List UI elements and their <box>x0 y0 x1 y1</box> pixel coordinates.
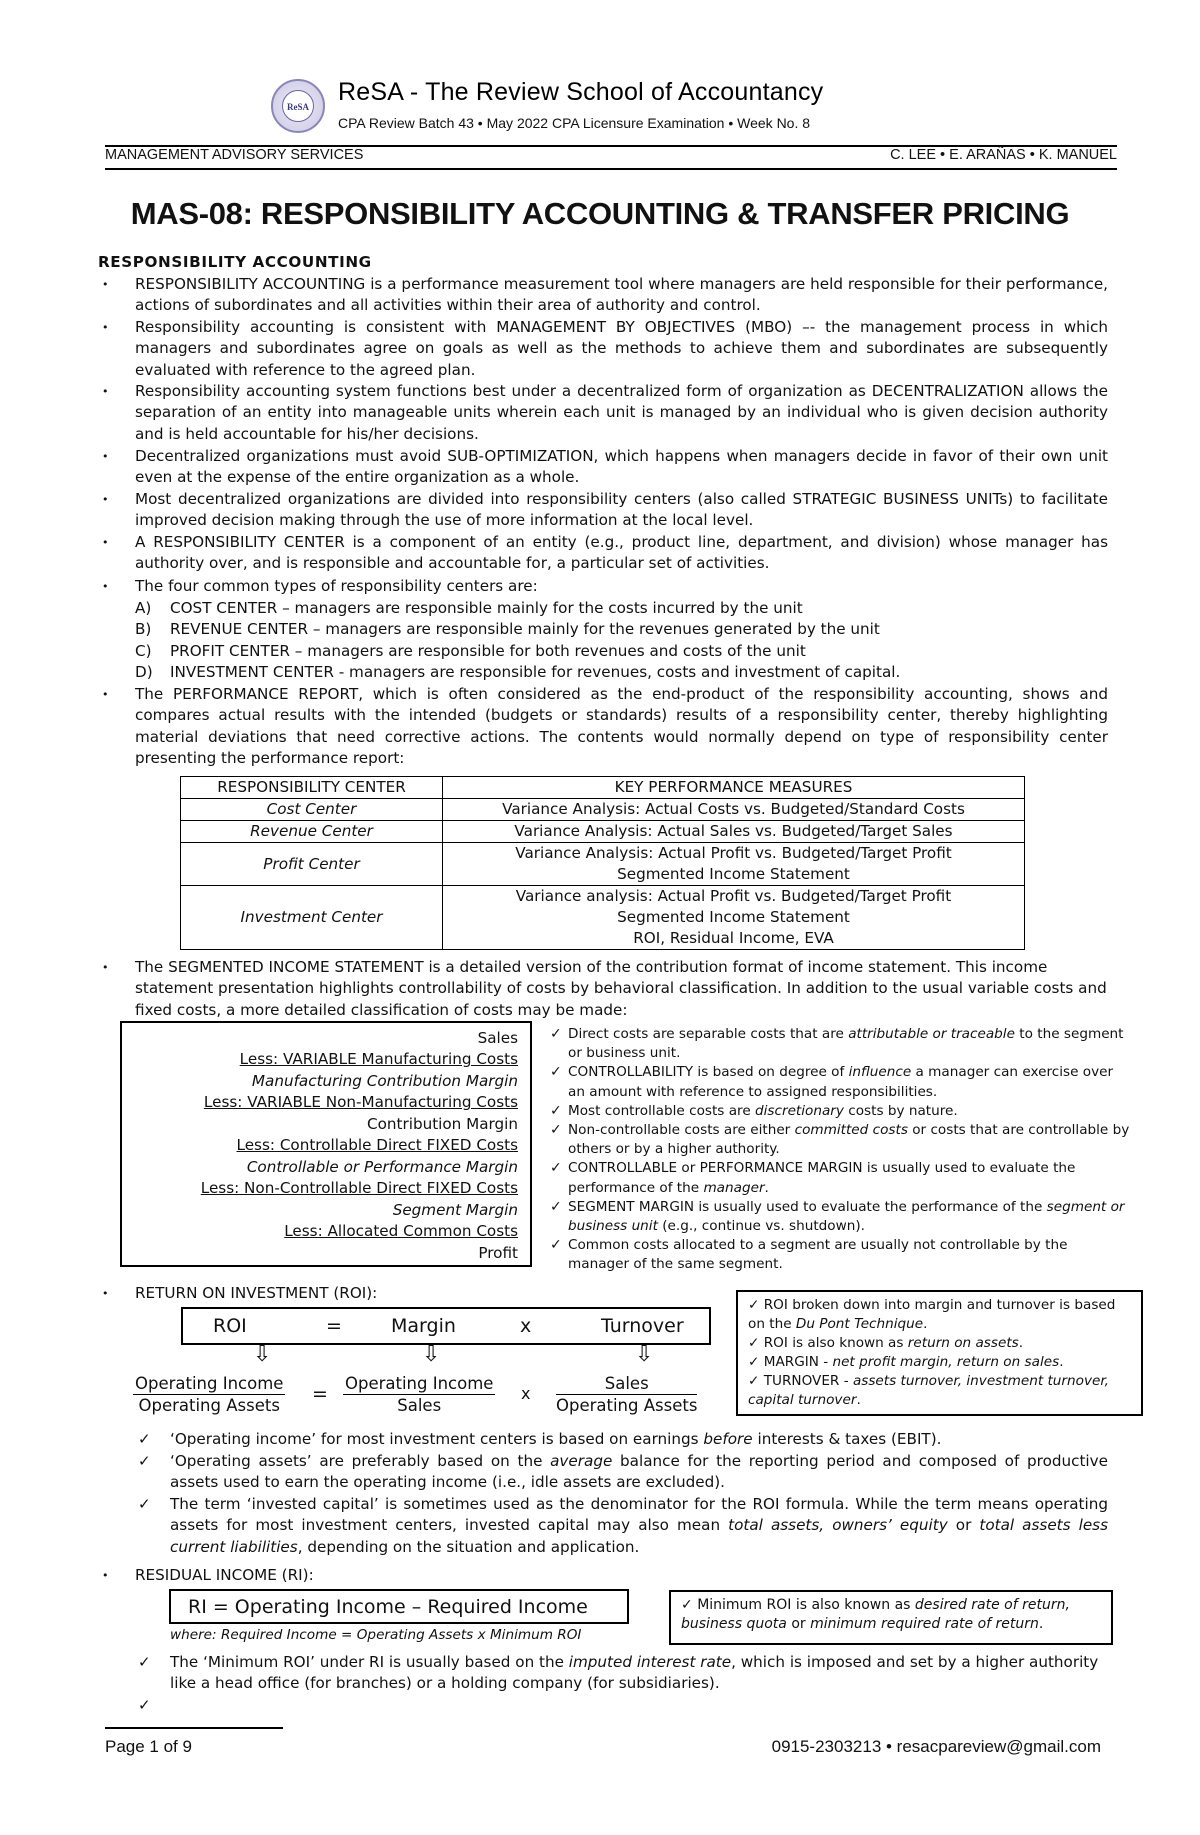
note-item: ✓ ROI is also known as return on assets. <box>748 1335 1024 1351</box>
note-item: ✓ Direct costs are separable costs that are attributable or traceable to the segment or business unit. <box>550 1026 1124 1062</box>
course-name: MANAGEMENT ADVISORY SERVICES <box>105 147 364 163</box>
bullet-item: • Responsibility accounting is consistent with MANAGEMENT BY OBJECTIVES (MBO) –- the management process in which managers and subordinates agree on goals as well as the methods to achieve them and subordinates are subsequently evaluated with reference to the agreed plan. <box>102 318 1108 379</box>
bullet-item: • RETURN ON INVESTMENT (ROI): <box>98 1283 1108 1304</box>
bullet-item: • The PERFORMANCE REPORT, which is often considered as the end-product of the responsibility accounting, shows and compares actual results with the intended (budgets or standards) results of a responsibility center, thereby highlighting material deviations that need corrective actions. The contents would normally depend on type of responsibility center presenting the performance report: <box>102 685 1108 768</box>
bullet-icon: • <box>102 278 109 291</box>
note-item: ✓ CONTROLLABILITY is based on degree of influence a manager can exercise over an amount with reference to assigned responsibilities. <box>550 1064 1114 1100</box>
bullet-icon: • <box>102 385 109 398</box>
down-arrow-icon: ⇩ <box>253 1342 272 1367</box>
page-title: MAS-08: RESPONSIBILITY ACCOUNTING & TRANSFER PRICING <box>130 196 1070 231</box>
bullet-item: • RESPONSIBILITY ACCOUNTING is a performance measurement tool where managers are held responsible for their performance, actions of subordinates and all activities within their area of authority and control. <box>102 275 1108 315</box>
bullet-icon: • <box>102 580 109 593</box>
check-icon: ✓ <box>550 1198 562 1215</box>
roi-point: ✓ ‘Operating assets’ are preferably based on the average balance for the reporting period and composed of productive assets used to earn the operating income (i.e., idle assets are excluded). <box>138 1452 1108 1492</box>
table-row <box>181 799 1025 821</box>
table-row <box>181 886 1025 950</box>
margin-fraction: Operating Income Sales <box>345 1374 494 1415</box>
note-item: ✓ MARGIN - net profit margin, return on sales. <box>748 1354 1064 1370</box>
table-row <box>181 821 1025 843</box>
segment-notes <box>550 1025 1130 1275</box>
contact-info: 0915-2303213 • resacpareview@gmail.com <box>771 1737 1101 1756</box>
note-item: ✓ Non-controllable costs are either committed costs or costs that are controllable by others or by a higher authority. <box>550 1122 1130 1158</box>
table-row <box>181 843 1025 886</box>
bullet-item: • The SEGMENTED INCOME STATEMENT is a detailed version of the contribution format of income statement. This income statement presentation highlights controllability of costs by behavioral classification. In addition to the usual variable costs and fixed costs, a more detailed classification of costs may be made: <box>102 958 1107 1019</box>
section-heading: RESPONSIBILITY ACCOUNTING <box>98 253 372 271</box>
footer-rule <box>105 1727 283 1729</box>
note-item: ✓ Most controllable costs are discretionary costs by nature. <box>550 1102 1130 1121</box>
table-cell: Revenue Center <box>181 821 443 843</box>
bullet-item: • RESIDUAL INCOME (RI): <box>98 1565 1108 1586</box>
roi-formula-box: ROI = Margin x Turnover <box>181 1307 711 1345</box>
note-item: ✓ ROI broken down into margin and turnover is based on the Du Pont Technique. <box>748 1297 1116 1332</box>
authors: C. LEE • E. ARAÑAS • K. MANUEL <box>890 147 1117 163</box>
bullet-icon: • <box>102 688 109 701</box>
bullet-item: • A RESPONSIBILITY CENTER is a component of an entity (e.g., product line, department, and division) whose manager has authority over, and is responsible and accountable for, a particular set of activities. <box>102 533 1108 573</box>
table-header: KEY PERFORMANCE MEASURES <box>443 777 1025 799</box>
check-icon: ✓ <box>748 1335 760 1351</box>
roi-point: ✓ The term ‘invested capital’ is sometimes used as the denominator for the ROI formula. While the term means operating assets for most investment centers, invested capital may also mean total assets, owners’ equity or total assets less current liabilities, depending on the situation and application. <box>138 1495 1108 1556</box>
note-item: ✓ SEGMENT MARGIN is usually used to evaluate the performance of the segment or business unit (e.g., continue vs. shutdown). <box>550 1198 1125 1235</box>
center-type-item: B) REVENUE CENTER – managers are responsible mainly for the revenues generated by the unit <box>135 620 880 638</box>
bullet-icon: • <box>102 450 109 463</box>
logo-text: ReSA <box>282 90 314 122</box>
down-arrow-icon: ⇩ <box>635 1342 654 1367</box>
down-arrow-icon: ⇩ <box>422 1342 441 1367</box>
times-sign: x <box>521 1384 531 1403</box>
bullet-item: • The four common types of responsibility centers are: <box>98 576 1108 597</box>
batch-subheading: CPA Review Batch 43 • May 2022 CPA Licensure Examination • Week No. 8 <box>338 115 811 131</box>
check-icon: ✓ <box>138 1495 151 1513</box>
ri-where-note: where: Required Income = Operating Assets x Minimum ROI <box>170 1627 582 1643</box>
check-icon: ✓ <box>748 1373 760 1389</box>
roi-notes-box <box>736 1290 1143 1416</box>
roi-fraction: Operating Income Operating Assets <box>135 1374 284 1415</box>
check-icon: ✓ <box>550 1026 562 1042</box>
bullet-icon: • <box>102 1287 109 1300</box>
bullet-item: • Most decentralized organizations are divided into responsibility centers (also called STRATEGIC BUSINESS UNITs) to facilitate improved decision making through the use of more information at the local level. <box>102 490 1108 530</box>
table-cell: Investment Center <box>181 886 443 950</box>
ri-formula-box: RI = Operating Income – Required Income <box>169 1589 629 1624</box>
table-header-row <box>181 777 1025 799</box>
school-name: ReSA - The Review School of Accountancy <box>338 78 824 106</box>
bullet-item: • Responsibility accounting system functions best under a decentralized form of organization as DECENTRALIZATION allows the separation of an entity into manageable units wherein each unit is managed by an individual who is given decision authority and is held accountable for his/her decisions. <box>102 382 1108 443</box>
table-cell: Variance Analysis: Actual Costs vs. Budgeted/Standard Costs <box>443 799 1025 821</box>
equals-sign: = <box>312 1383 328 1405</box>
table-cell: Variance Analysis: Actual Profit vs. Budgeted/Target Profit Segmented Income Statement <box>443 843 1025 886</box>
table-cell: Profit Center <box>181 843 443 886</box>
table-cell: Variance Analysis: Actual Sales vs. Budgeted/Target Sales <box>443 821 1025 843</box>
bullet-icon: • <box>102 321 109 334</box>
note-item: ✓ CONTROLLABLE or PERFORMANCE MARGIN is usually used to evaluate the performance of the manager. <box>550 1160 1076 1196</box>
bullet-icon: • <box>102 961 109 974</box>
performance-measures-table <box>180 776 1025 950</box>
note-item: ✓ Common costs allocated to a segment are usually not controllable by the manager of the same segment. <box>550 1237 1068 1273</box>
table-header: RESPONSIBILITY CENTER <box>181 777 443 799</box>
check-icon: ✓ <box>550 1122 562 1139</box>
center-type-item: D) INVESTMENT CENTER - managers are responsible for revenues, costs and investment of capital. <box>135 663 901 681</box>
page-number: Page 1 of 9 <box>105 1737 192 1756</box>
check-icon: ✓ <box>681 1597 693 1613</box>
check-icon: ✓ <box>550 1102 562 1119</box>
check-icon: ✓ <box>550 1064 562 1081</box>
bullet-icon: • <box>102 493 109 506</box>
roi-point: ✓ ‘Operating income’ for most investment centers is based on earnings before interests & taxes (EBIT). <box>135 1429 1108 1450</box>
header-rule-bottom <box>105 168 1117 170</box>
segmented-income-statement: Sales Less: VARIABLE Manufacturing Costs Manufacturing Contribution Margin Less: VARIABLE Non-Manufacturing Costs Contribution Margin Less: Controllable Direct FIXED Costs Controllable or Performance Margin Less: Non-Controllable Direct FIXED Costs Segment Margin Less: Allocated Common Costs Profit <box>120 1021 532 1267</box>
check-icon: ✓ <box>138 1653 151 1671</box>
check-icon: ✓ <box>748 1354 760 1370</box>
resa-logo <box>271 79 325 133</box>
check-icon: ✓ <box>138 1452 151 1470</box>
ri-notes-box: ✓ Minimum ROI is also known as desired rate of return, business quota or minimum required rate of return. <box>669 1590 1113 1645</box>
turnover-fraction: Sales Operating Assets <box>556 1374 698 1415</box>
check-icon: ✓ <box>138 1430 151 1448</box>
bullet-item: • Decentralized organizations must avoid SUB-OPTIMIZATION, which happens when managers decide in favor of their own unit even at the expense of the entire organization as a whole. <box>102 447 1108 487</box>
ri-point: ✓ The ‘Minimum ROI’ under RI is usually based on the imputed interest rate, which is imposed and set by a higher authority like a head office (for branches) or a holding company (for subsidiaries). <box>138 1653 1099 1693</box>
check-icon: ✓ <box>748 1297 760 1313</box>
check-icon: ✓ <box>550 1160 562 1177</box>
center-type-item: C) PROFIT CENTER – managers are responsible for both revenues and costs of the unit <box>135 642 806 660</box>
table-cell: Variance analysis: Actual Profit vs. Budgeted/Target Profit Segmented Income Statement ROI, Residual Income, EVA <box>443 886 1025 950</box>
bullet-icon: • <box>102 1569 109 1582</box>
table-cell: Cost Center <box>181 799 443 821</box>
check-icon: ✓ <box>550 1237 562 1254</box>
check-icon: ✓ <box>138 1696 151 1714</box>
bullet-icon: • <box>102 536 109 549</box>
center-type-item: A) COST CENTER – managers are responsible mainly for the costs incurred by the unit <box>135 599 803 617</box>
note-item: ✓ TURNOVER - assets turnover, investment turnover, capital turnover. <box>748 1373 1110 1408</box>
